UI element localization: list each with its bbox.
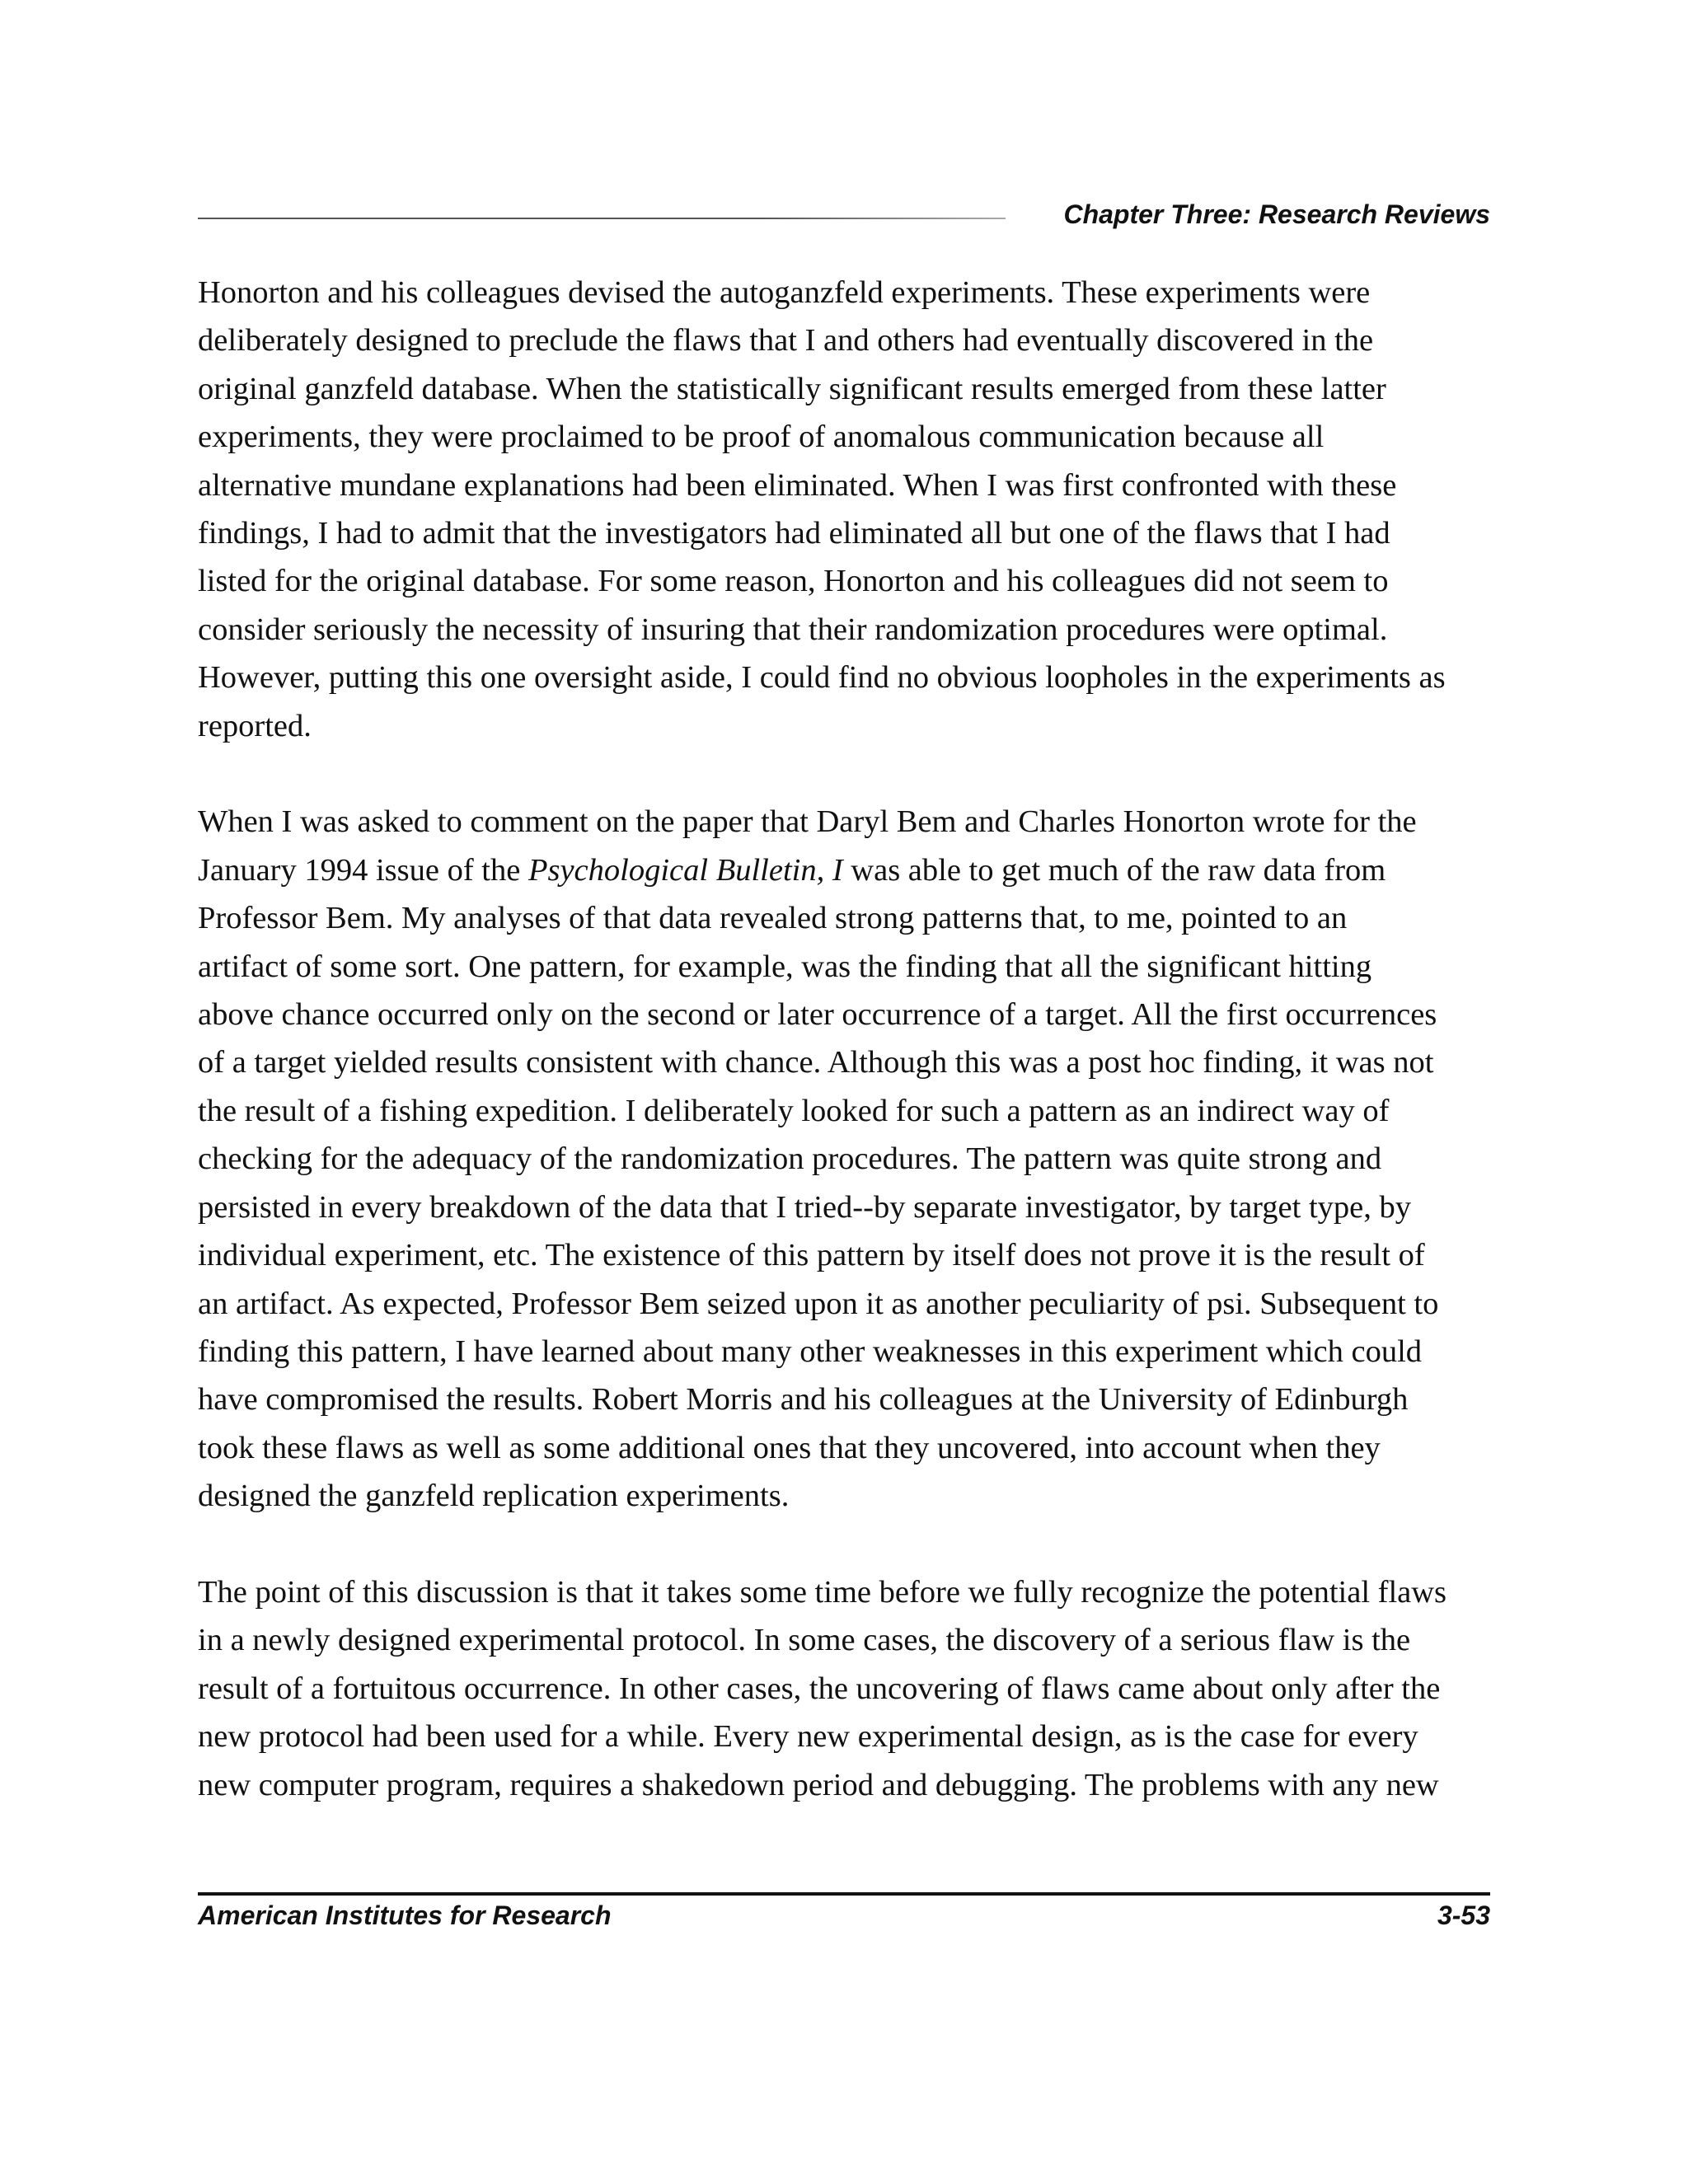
text-line: consider seriously the necessity of insuring that their randomization procedures were optimal. (198, 612, 1388, 647)
text-line: reported. (198, 708, 312, 743)
chapter-title: Chapter Three: Research Reviews (1063, 199, 1490, 229)
text-line: However, putting this one oversight aside, I could find no obvious loopholes in the experiments as (198, 660, 1446, 696)
text-line: designed the ganzfeld replication experiments. (198, 1479, 790, 1514)
text-line: persisted in every breakdown of the data that I tried--by separate investigator, by target type, by (198, 1189, 1412, 1225)
paragraph-1 (198, 269, 1490, 750)
text-segment: January 1994 issue of the (198, 852, 528, 888)
text-line: deliberately designed to preclude the flaws that I and others had eventually discovered in the (198, 323, 1374, 359)
text-line: Professor Bem. My analyses of that data revealed strong patterns that, to me, pointed to an (198, 901, 1348, 936)
text-line: checking for the adequacy of the randomization procedures. The pattern was quite strong and (198, 1141, 1382, 1177)
header-rule (198, 218, 1006, 219)
text-line: of a target yielded results consistent with chance. Although this was a post hoc finding, it was not (198, 1045, 1434, 1080)
text-line: new computer program, requires a shakedown period and debugging. The problems with any new (198, 1767, 1439, 1802)
text-line: have compromised the results. Robert Morris and his colleagues at the University of Edinburgh (198, 1382, 1409, 1418)
text-line: listed for the original database. For some reason, Honorton and his colleagues did not seem to (198, 564, 1389, 599)
text-line: an artifact. As expected, Professor Bem seized upon it as another peculiarity of psi. Subsequent to (198, 1286, 1439, 1321)
text-line: The point of this discussion is that it takes some time before we fully recognize the potential flaws (198, 1574, 1447, 1610)
organization-name: American Institutes for Research (198, 1900, 612, 1930)
text-line: above chance occurred only on the second or later occurrence of a target. All the first occurrences (198, 997, 1437, 1033)
text-line: experiments, they were proclaimed to be proof of anomalous communication because all (198, 419, 1325, 455)
text-line: findings, I had to admit that the investigators had eliminated all but one of the flaws that I had (198, 516, 1390, 551)
page-header (198, 196, 1490, 232)
text-line: Honorton and his colleagues devised the autoganzfeld experiments. These experiments were (198, 275, 1371, 310)
text-line: individual experiment, etc. The existence of this pattern by itself does not prove it is the result of (198, 1238, 1425, 1273)
page-footer (198, 1897, 1490, 1933)
body-text (198, 269, 1490, 1809)
paragraph-2 (198, 798, 1490, 1520)
text-line: alternative mundane explanations had been eliminated. When I was first confronted with these (198, 467, 1397, 503)
text-line: result of a fortuitous occurrence. In other cases, the uncovering of flaws came about only after the (198, 1671, 1441, 1706)
text-line: When I was asked to comment on the paper that Daryl Bem and Charles Honorton wrote for the (198, 804, 1417, 840)
text-line: finding this pattern, I have learned about many other weaknesses in this experiment which could (198, 1333, 1423, 1369)
footer-rule (198, 1892, 1490, 1896)
text-line: the result of a fishing expedition. I deliberately looked for such a pattern as an indirect way of (198, 1093, 1390, 1128)
text-line: took these flaws as well as some additional ones that they uncovered, into account when they (198, 1430, 1381, 1465)
paragraph-3 (198, 1568, 1490, 1809)
text-line: in a newly designed experimental protocol. In some cases, the discovery of a serious flaw is the (198, 1623, 1411, 1658)
text-line-with-citation (198, 846, 1490, 894)
text-line: new protocol had been used for a while. Every new experimental design, as is the case for every (198, 1719, 1418, 1755)
text-line: original ganzfeld database. When the statistically significant results emerged from these latter (198, 371, 1386, 406)
text-line: artifact of some sort. One pattern, for example, was the finding that all the significant hitting (198, 949, 1372, 984)
text-segment: was able to get much of the raw data from (842, 852, 1386, 888)
journal-title: Psychological Bulletin, I (528, 852, 843, 888)
page-number: 3-53 (1437, 1900, 1490, 1930)
